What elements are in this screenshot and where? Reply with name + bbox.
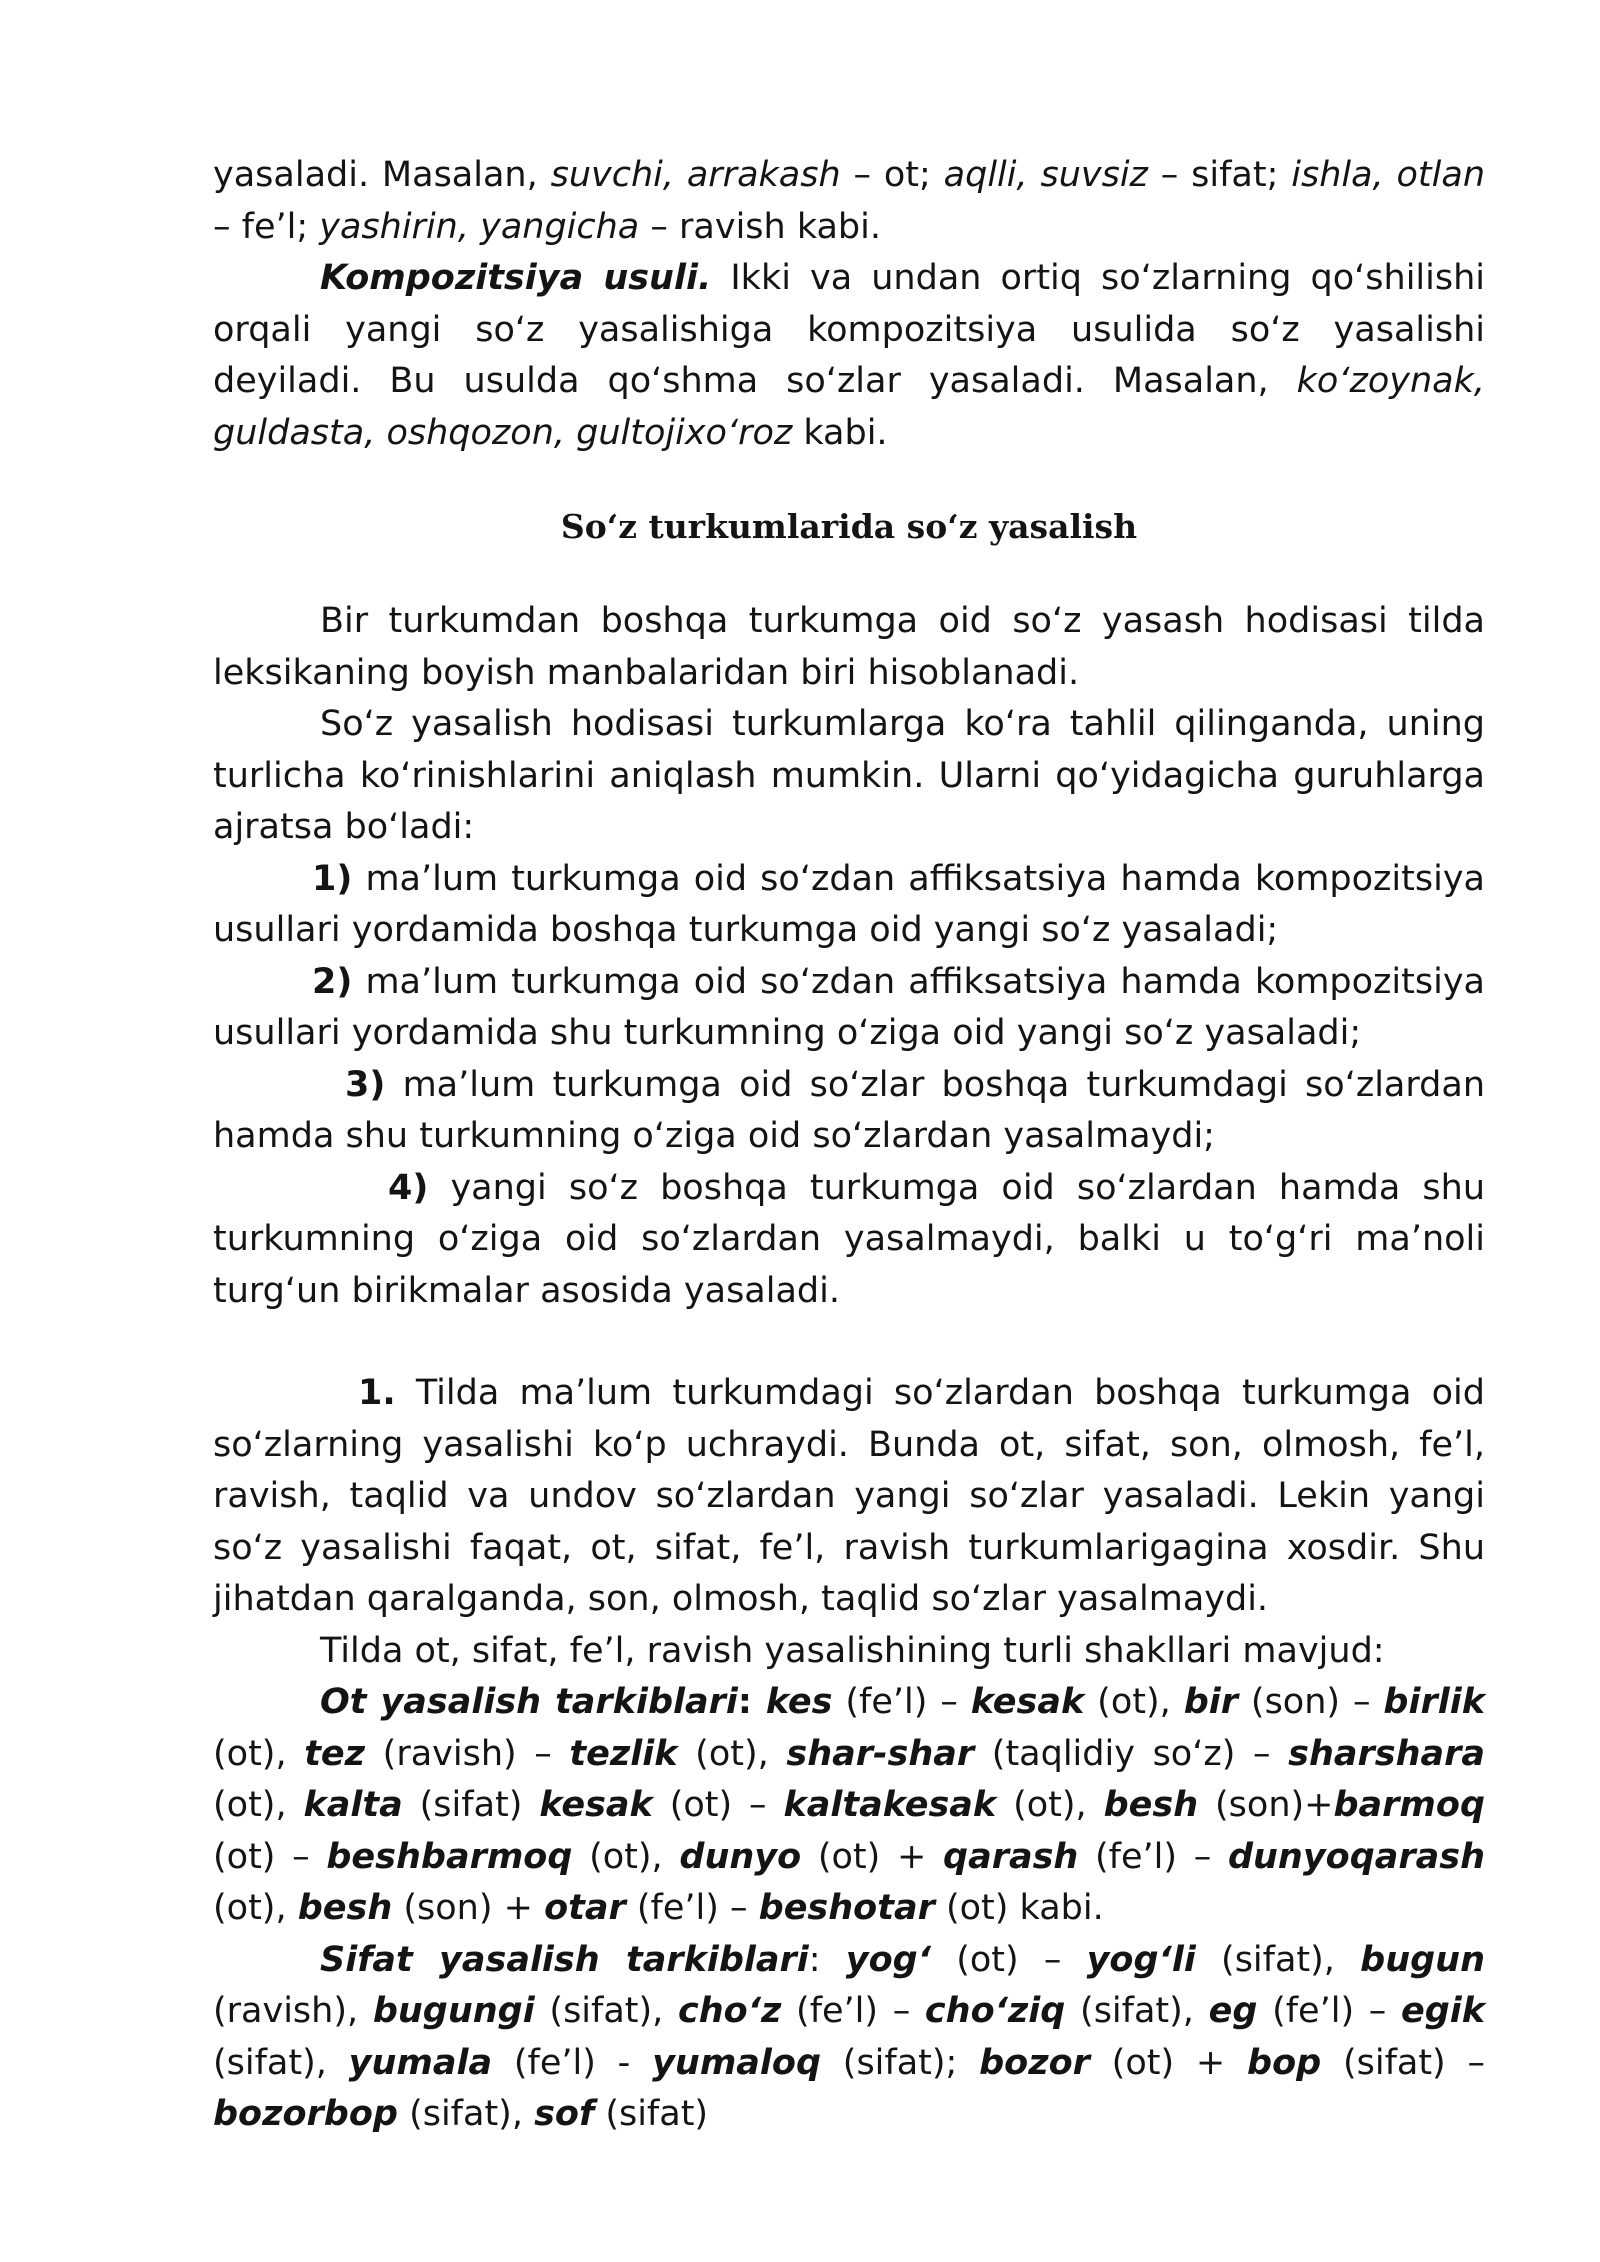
- example-word: kalta: [303, 1785, 403, 1825]
- word-category: (sifat): [594, 2094, 709, 2134]
- word-category: (sifat): [402, 1785, 540, 1825]
- spacer: [213, 1317, 1485, 1368]
- example-word: beshbarmoq: [326, 1836, 573, 1877]
- example-words: ko‘zoynak, guldasta, oshqozon, gultojixo‘roz: [213, 361, 1485, 453]
- example-word: cho‘z: [677, 1991, 782, 2031]
- text: Tilda ma’lum turkumdagi so‘zlardan boshqa turkumga oid so‘zlarning yasalishi ko‘p uchraydi. Bunda ot, sifat, son, olmosh, fe’l, ravish, taqlid va undov so‘zlardan yangi so‘zlar yasaladi. Lekin yangi so‘z yasalishi faqat, ot, sifat, fe’l, ravish turkumlarigagina xosdir. Shu jihatdan qaralganda, son, olmosh, taqlid so‘zlar yasalmaydi.: [213, 1373, 1485, 1619]
- example-word: kes: [765, 1682, 833, 1722]
- example-word: tezlik: [569, 1733, 678, 1774]
- example-word-wrap: [925, 1991, 1065, 2031]
- example-word: kaltakesak: [783, 1785, 997, 1825]
- example-word-wrap: [373, 1991, 535, 2031]
- text: – sifat;: [1147, 155, 1292, 195]
- paragraph-numbered: [213, 1368, 1485, 1626]
- word-category: (ot) –: [213, 1836, 327, 1877]
- list-item: [213, 854, 1485, 957]
- word-category: (sifat),: [534, 1991, 678, 2031]
- example-word-wrap: [326, 1837, 572, 1877]
- word-category: (fe’l) –: [832, 1682, 971, 1722]
- paragraph-forms: Tilda ot, sifat, fe’l, ravish yasalishining turli shakllari mavjud:: [320, 1630, 1385, 1671]
- example-word: cho‘ziq: [924, 1991, 1066, 2031]
- text: – ot;: [840, 155, 944, 195]
- term-heading: Ot yasalish tarkiblari: [320, 1682, 738, 1722]
- example-word: yumaloq: [652, 2042, 822, 2083]
- example-word-wrap: [1401, 1991, 1485, 2031]
- colon: :: [808, 1939, 846, 1980]
- example-word-wrap: [1228, 1837, 1485, 1877]
- example-word: shar-shar: [786, 1733, 975, 1774]
- example-word: bozor: [979, 2042, 1090, 2083]
- example-word-wrap: [1087, 1940, 1196, 1980]
- example-word-wrap: [1383, 1682, 1485, 1722]
- example-word: dunyo: [679, 1836, 802, 1877]
- word-category: (son) +: [392, 1888, 545, 1928]
- example-word: bozorbop: [213, 2094, 398, 2134]
- paragraph-intro: Bir turkumdan boshqa turkumga oid so‘z yasash hodisasi tilda leksikaning boyish manbalaridan biri hisoblanadi.: [213, 601, 1485, 693]
- word-category: (ot),: [572, 1836, 680, 1877]
- example-word-wrap: [759, 1888, 935, 1928]
- term-heading: Kompozitsiya usuli.: [320, 258, 712, 298]
- list-text: yangi so‘z boshqa turkumga oid so‘zlardan hamda shu turkumning o‘ziga oid so‘zlardan yasalmaydi, balki u to‘g‘ri ma’noli turg‘un birikmalar asosida yasaladi.: [213, 1167, 1485, 1311]
- word-category: (ot) +: [1089, 2042, 1248, 2083]
- word-category: (taqlidiy so‘z) –: [974, 1733, 1289, 1774]
- example-word-wrap: [846, 1940, 931, 1980]
- example-word-wrap: [1104, 1785, 1199, 1825]
- list-number: 3): [345, 1064, 386, 1105]
- text: – ravish kabi.: [639, 206, 882, 247]
- word-category: (son) –: [1238, 1682, 1384, 1722]
- word-category: (ot) +: [801, 1836, 944, 1877]
- example-word-wrap: [1334, 1785, 1486, 1825]
- example-word: kesak: [539, 1785, 653, 1825]
- example-word: yog‘li: [1086, 1939, 1196, 1980]
- word-category: (ot),: [1084, 1682, 1184, 1722]
- word-category: (fe’l) -: [492, 2042, 653, 2083]
- list-text: ma’lum turkumga oid so‘zdan affiksatsiya hamda kompozitsiya usullari yordamida shu turkumning o‘ziga oid yangi so‘z yasaladi;: [213, 961, 1485, 1053]
- example-word-wrap: [652, 2043, 821, 2083]
- paragraph-kompozitsiya: [213, 253, 1485, 459]
- paragraph-number: 1.: [358, 1373, 396, 1413]
- example-word-wrap: [534, 2094, 594, 2134]
- example-word: birlik: [1383, 1682, 1485, 1722]
- example-word-wrap: [1184, 1682, 1238, 1722]
- word-category: (ot) kabi.: [934, 1888, 1104, 1928]
- example-word-wrap: [679, 1837, 801, 1877]
- example-word-wrap: [783, 1785, 996, 1825]
- example-word: egik: [1400, 1991, 1486, 2031]
- example-word: bugungi: [372, 1991, 535, 2031]
- document-page: [213, 150, 1485, 2141]
- example-word-wrap: [979, 2043, 1090, 2083]
- paragraph-groups: So‘z yasalish hodisasi turkumlarga ko‘ra tahlil qilinganda, uning turlicha ko‘rinishlarini aniqlash mumkin. Ularni qo‘yidagicha guruhlarga ajratsa bo‘ladi:: [213, 704, 1485, 847]
- word-category: (ravish),: [213, 1991, 373, 2031]
- text: kabi.: [792, 412, 888, 453]
- colon: :: [737, 1682, 766, 1722]
- paragraph-sifat-yasalish: [213, 1935, 1485, 2141]
- example-word: bugun: [1360, 1939, 1486, 1980]
- list-item: [213, 957, 1485, 1060]
- example-word: kesak: [970, 1682, 1085, 1722]
- text: yasaladi. Masalan,: [213, 155, 551, 195]
- example-word: barmoq: [1333, 1785, 1486, 1825]
- word-category: (fe’l) –: [1078, 1836, 1228, 1877]
- word-category: (ot),: [996, 1785, 1104, 1825]
- example-word: qarash: [943, 1836, 1079, 1877]
- example-word-wrap: [349, 2043, 492, 2083]
- word-category: (ot) –: [652, 1785, 784, 1825]
- example-word-wrap: [304, 1734, 365, 1774]
- word-category: (ot),: [213, 1733, 305, 1774]
- term-heading: Sifat yasalish tarkiblari: [320, 1939, 809, 1980]
- word-category: (sifat);: [821, 2042, 980, 2083]
- word-category: (ravish) –: [365, 1733, 570, 1774]
- text: Ikki va undan ortiq so‘zlarning qo‘shilishi orqali yangi so‘z yasalishiga kompozitsiya usulida so‘z yasalishi deyiladi. Bu usulda qo‘shma so‘zlar yasaladi. Masalan,: [213, 258, 1486, 401]
- word-category: (fe’l) –: [781, 1991, 925, 2031]
- example-word-wrap: [786, 1734, 974, 1774]
- word-category: (fe’l) –: [1257, 1991, 1401, 2031]
- example-word-wrap: [766, 1682, 833, 1722]
- word-category: (fe’l) –: [625, 1888, 759, 1928]
- example-word: otar: [544, 1888, 626, 1928]
- list-number: 2): [312, 961, 353, 1002]
- word-category: (ot),: [213, 1888, 298, 1928]
- section-title: So‘z turkumlarida so‘z yasalish: [560, 507, 1138, 546]
- example-word: sof: [534, 2094, 595, 2134]
- example-word-wrap: [1360, 1940, 1485, 1980]
- word-category: (sifat),: [1065, 1991, 1209, 2031]
- word-category: (ot) –: [931, 1939, 1087, 1980]
- list-item: [213, 1163, 1485, 1318]
- example-word: bop: [1247, 2042, 1322, 2083]
- example-word: bir: [1183, 1682, 1238, 1722]
- example-word: yog‘: [845, 1939, 932, 1980]
- example-word: besh: [1103, 1785, 1199, 1825]
- example-word: beshotar: [758, 1888, 935, 1928]
- list-number: 4): [388, 1167, 429, 1208]
- list-text: ma’lum turkumga oid so‘zlar boshqa turkumdagi so‘zlardan hamda shu turkumning o‘ziga oid so‘zlardan yasalmaydi;: [213, 1064, 1485, 1156]
- example-words: yashirin, yangicha: [319, 206, 640, 247]
- example-words: aqlli, suvsiz: [943, 155, 1148, 195]
- list-number: 1): [312, 858, 353, 899]
- example-words: suvchi, arrakash: [550, 155, 841, 195]
- example-word-wrap: [303, 1785, 402, 1825]
- word-category: (sifat),: [397, 2094, 535, 2134]
- example-word-wrap: [539, 1785, 653, 1825]
- list-text: ma’lum turkumga oid so‘zdan affiksatsiya hamda kompozitsiya usullari yordamida boshqa turkumga oid yangi so‘z yasaladi;: [213, 858, 1485, 950]
- example-word: besh: [297, 1888, 393, 1928]
- paragraph-ot-yasalish: [213, 1677, 1485, 1935]
- example-word-wrap: [678, 1991, 781, 2031]
- example-word: tez: [304, 1733, 366, 1774]
- example-word-wrap: [1247, 2043, 1321, 2083]
- example-word: dunyoqarash: [1227, 1836, 1486, 1877]
- paragraph-affiksatsiya-examples: [213, 150, 1485, 253]
- example-words: ishla, otlan: [1291, 155, 1486, 195]
- example-word-wrap: [569, 1734, 677, 1774]
- example-word-wrap: [298, 1888, 393, 1928]
- example-word: eg: [1208, 1991, 1258, 2031]
- list-item: [213, 1060, 1485, 1163]
- word-category: (sifat) –: [1321, 2042, 1485, 2083]
- example-word-wrap: [971, 1682, 1085, 1722]
- example-word-wrap: [544, 1888, 626, 1928]
- text: – fe’l;: [213, 206, 320, 247]
- example-word-wrap: [1288, 1734, 1485, 1774]
- example-word: yumala: [348, 2042, 493, 2083]
- word-category: (ot),: [677, 1733, 787, 1774]
- word-category: (sifat),: [213, 2042, 349, 2083]
- example-word: sharshara: [1288, 1733, 1485, 1774]
- word-category: (ot),: [213, 1785, 304, 1825]
- word-category: (sifat),: [1195, 1939, 1361, 1980]
- word-category: (son)+: [1198, 1785, 1334, 1825]
- example-word-wrap: [1209, 1991, 1258, 2031]
- example-word-wrap: [213, 2094, 398, 2134]
- example-word-wrap: [943, 1837, 1078, 1877]
